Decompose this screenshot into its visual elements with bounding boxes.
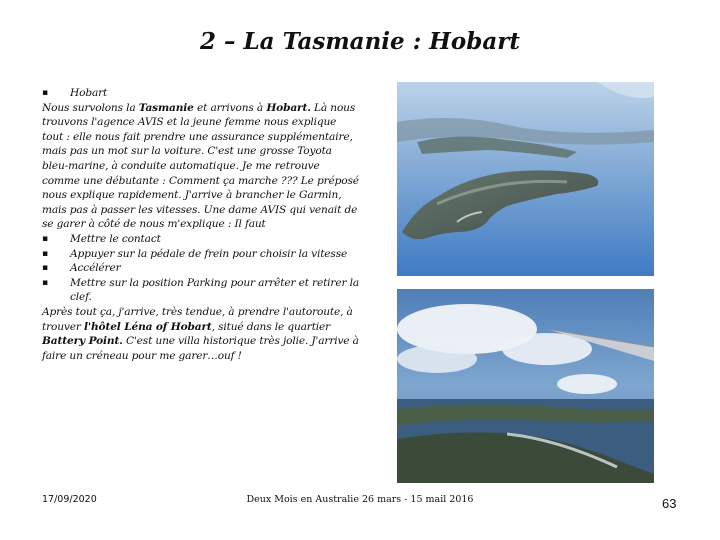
aerial-photo-coast [397,82,654,276]
page-number: 63 [662,496,677,511]
bullet-icon: ▪ [42,277,48,288]
bullet-icon: ▪ [42,263,48,274]
intro-text-3: Là nous trouvons l'agence AVIS et la jeune femme nous explique tout : elle nous fait prendre une assurance supplémentaire, mais pas un mot sur la voiture. C'est une grosse Toyota bleu-marine, à conduite automatique. Je me retrouve comme une débutante : Comment ça marche ??? Le préposé nous explique rapidement. J'arrive à brancher le Garmin, mais pas à passer les vitesses. Une dame AVIS qui venait de se garer à côté de nous m'explique : Il faut [42,101,359,231]
intro-paragraph [42,101,360,232]
intro-text-2: et arrivons à [193,101,267,114]
outro-text-2: , situé dans le quartier [211,320,331,333]
outro-text-3: C'est une villa historique très jolie. J'arrive à faire un créneau pour me garer…ouf ! [42,335,359,362]
aerial-photo-wing-image [397,289,654,483]
step-text: Accélérer [70,262,121,275]
step-item [42,261,360,276]
bullet-heading [42,86,360,101]
outro-bold-hotel: l'hôtel Léna of Hobart [84,320,212,333]
bullet-icon: ▪ [42,233,48,244]
intro-bold-hobart: Hobart. [266,101,311,114]
intro-bold-tasmanie: Tasmanie [138,101,194,114]
step-text: Mettre sur la position Parking pour arrêter et retirer la clef. [70,276,359,304]
step-item [42,232,360,247]
slide-title: 2 – La Tasmanie : Hobart [199,28,520,55]
bullet-heading-text: Hobart [70,87,108,99]
intro-text-1: Nous survolons la [42,101,139,114]
aerial-photo-wing [397,289,654,483]
step-text: Appuyer sur la pédale de frein pour choisir la vitesse [70,247,348,260]
aerial-photo-coast-image [397,82,654,276]
footer-title: Deux Mois en Australie 26 mars - 15 mail 2016 [246,494,474,505]
bullet-icon: ▪ [42,88,48,98]
bullet-icon: ▪ [42,248,48,259]
footer-date: 17/09/2020 [42,494,97,505]
body-text [42,86,360,363]
outro-bold-battery-point: Battery Point. [42,335,123,348]
outro-paragraph [42,305,360,363]
step-item [42,247,360,262]
step-text: Mettre le contact [70,232,161,245]
outro-text-1: Après tout ça, j'arrive, très tendue, à prendre l'autoroute, à trouver [42,305,353,333]
step-item [42,276,360,305]
